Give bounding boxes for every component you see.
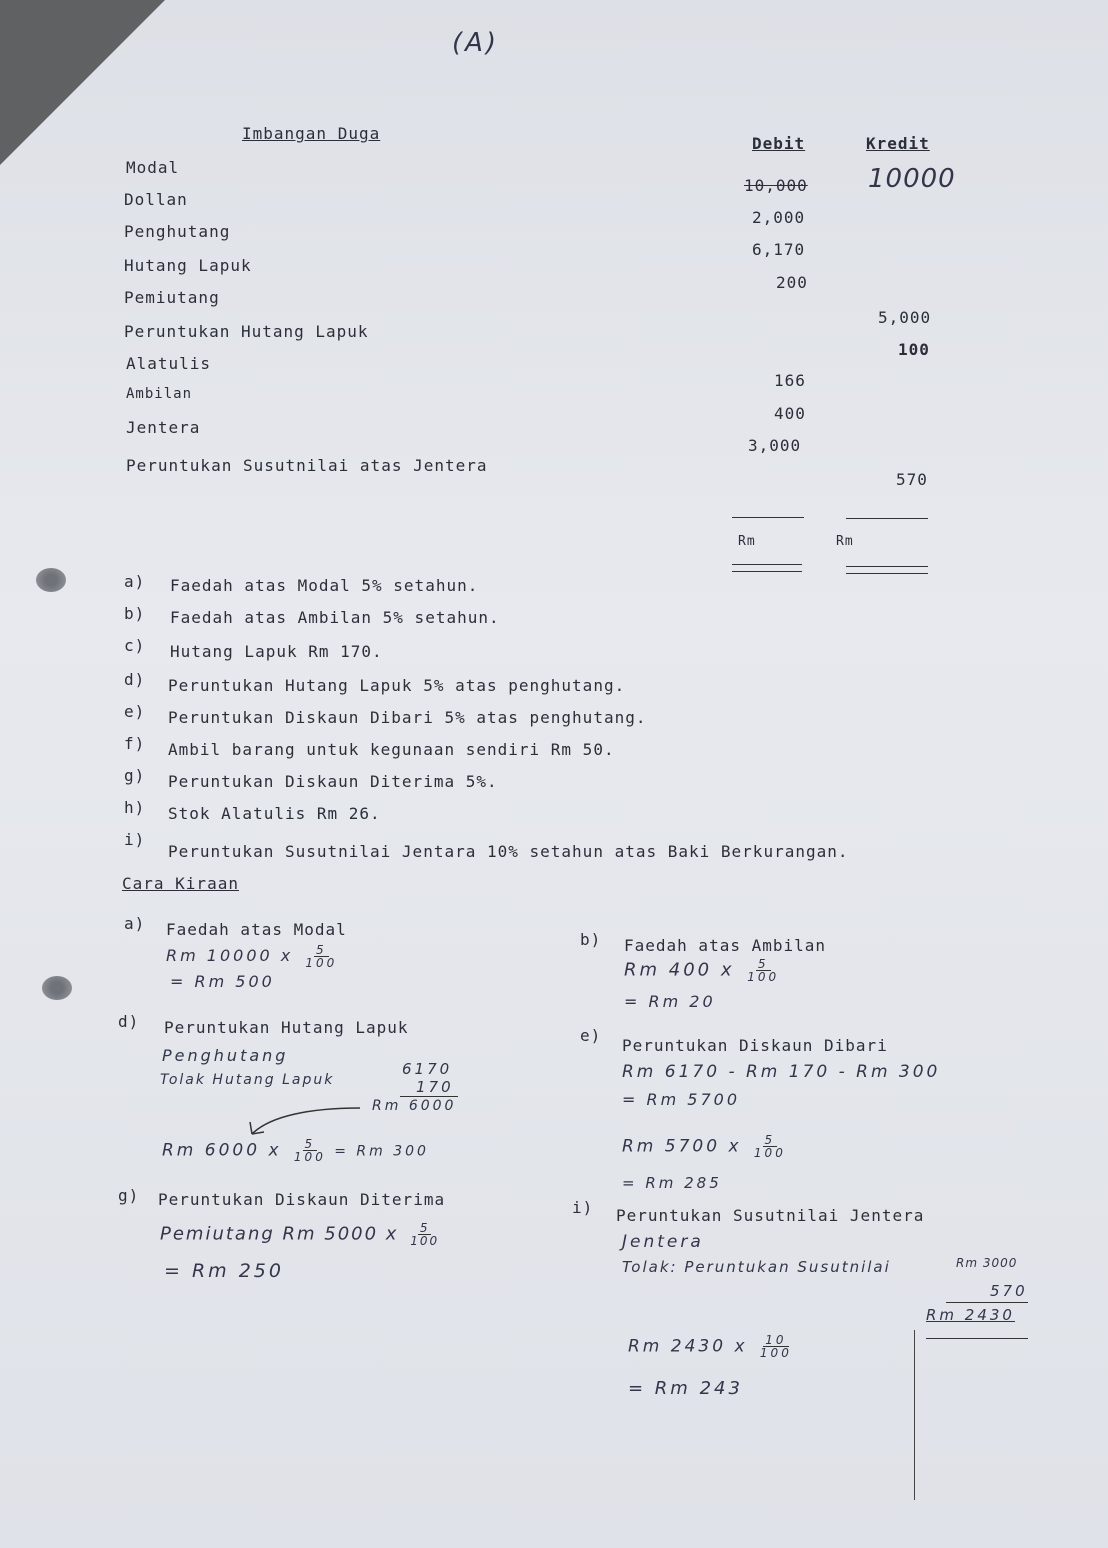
fraction-num: 5 [304,1137,316,1151]
debit-double-rule-1 [732,564,802,565]
folded-page-corner [0,0,165,165]
calc-line [162,1138,429,1163]
row-label: Dollan [124,190,188,209]
fraction-den: 100 [305,956,338,970]
fraction-num: 10 [765,1333,787,1347]
calc-result: = Rm 285 [622,1174,722,1192]
fraction-num: 5 [419,1221,430,1235]
calc-line-text: Rm 2430 x [628,1336,748,1357]
calc-title: Peruntukan Hutang Lapuk [164,1018,409,1037]
calc-result: = Rm 20 [624,992,716,1011]
row-debit: 10,000 [744,176,808,195]
calc-subtotal: Rm 6000 [372,1098,457,1114]
fraction [760,1334,792,1359]
note-letter: i) [124,830,146,849]
row-label: Penghutang [124,222,231,241]
calc-line-value: 6170 [402,1060,453,1078]
margin-line [914,1330,915,1500]
note-text: Hutang Lapuk Rm 170. [170,642,383,661]
calc-letter: a) [124,914,146,933]
calc-line: = Rm 5700 [622,1090,740,1109]
calc-subtotal: Rm 2430 [926,1306,1015,1324]
fraction [305,944,337,969]
debit-total-rule [732,517,804,518]
kredit-total-label: Rm [836,534,854,549]
note-letter: b) [124,604,146,623]
note-text: Peruntukan Diskaun Diterima 5%. [168,772,498,791]
calc-line-text: Pemiutang Rm 5000 x [160,1223,399,1245]
calc-result: = Rm 250 [164,1260,284,1282]
cara-kiraan-title: Cara Kiraan [122,874,239,893]
calc-title: Peruntukan Susutnilai Jentera [616,1206,925,1225]
fraction [410,1222,439,1247]
row-debit: 2,000 [752,208,806,227]
fraction-den: 100 [753,1146,786,1160]
note-letter: c) [124,636,146,655]
arrow-icon [240,1102,380,1142]
row-label: Modal [126,158,180,177]
row-kredit: 5,000 [878,308,932,327]
calc-letter: g) [118,1186,140,1205]
note-text: Faedah atas Modal 5% setahun. [170,576,479,595]
fraction [747,958,779,983]
calc-line-label: Tolak: Peruntukan Susutnilai [622,1258,891,1276]
trial-balance-title: Imbangan Duga [242,124,381,143]
note-letter: f) [124,734,146,753]
calc-letter: d) [118,1012,140,1031]
calc-line-label: Jentera [622,1232,704,1252]
note-letter: d) [124,670,146,689]
note-letter: e) [124,702,146,721]
double-rule [926,1338,1028,1339]
calc-letter: i) [572,1198,594,1217]
calc-line-text: Rm 10000 x [166,946,294,965]
row-label: Peruntukan Hutang Lapuk [124,322,369,341]
calc-line-text: Rm 6000 x [162,1140,282,1161]
row-label: Alatulis [126,354,212,373]
note-text: Peruntukan Diskaun Dibari 5% atas penghutang. [168,708,647,727]
calc-line-text: Rm 400 x [624,959,735,981]
calc-line-label: Penghutang [162,1046,289,1065]
page-label: (A) [452,28,500,58]
note-text: Faedah atas Ambilan 5% setahun. [170,608,500,627]
calc-line-label: Tolak Hutang Lapuk [160,1072,335,1088]
kredit-total-rule [846,518,928,519]
row-debit: 200 [776,273,808,292]
note-text: Peruntukan Hutang Lapuk 5% atas penghutang. [168,676,626,695]
calc-result: = Rm 243 [628,1378,743,1399]
debit-header: Debit [752,134,806,153]
row-debit: 3,000 [748,436,802,455]
debit-double-rule-2 [732,571,802,572]
row-label: Hutang Lapuk [124,256,252,275]
calc-line-value: 170 [416,1078,454,1096]
row-kredit: 10000 [868,164,956,194]
calc-letter: e) [580,1026,602,1045]
fraction [754,1134,786,1159]
fraction-den: 100 [747,970,780,984]
row-debit: 400 [774,404,806,423]
calc-line [624,958,779,983]
row-debit: 6,170 [752,240,806,259]
row-label: Pemiutang [124,288,220,307]
fraction-den: 100 [293,1150,326,1164]
note-text: Stok Alatulis Rm 26. [168,804,381,823]
row-label: Peruntukan Susutnilai atas Jentera [126,456,488,475]
subtotal-rule [400,1096,458,1097]
subtotal-rule [946,1302,1028,1303]
note-text: Peruntukan Susutnilai Jentara 10% setahun atas Baki Berkurangan. [168,842,849,861]
punch-hole-bottom [42,976,72,1000]
note-letter: g) [124,766,146,785]
fraction-den: 100 [410,1234,440,1248]
kredit-double-rule-2 [846,573,928,574]
note-letter: a) [124,572,146,591]
row-debit: 166 [774,371,806,390]
row-kredit: 100 [898,340,930,359]
calc-title: Peruntukan Diskaun Diterima [158,1190,446,1209]
fraction-num: 5 [757,957,769,971]
calc-result: = Rm 300 [334,1143,429,1160]
row-kredit: 570 [896,470,928,489]
calc-line [622,1134,786,1159]
calc-line [628,1334,792,1359]
fraction-den: 100 [759,1346,792,1360]
fraction-num: 5 [764,1133,776,1147]
kredit-double-rule-1 [846,566,928,567]
calc-title: Faedah atas Modal [166,920,347,939]
calc-result: = Rm 500 [170,972,275,991]
kredit-header: Kredit [866,134,930,153]
calc-line-value: 570 [990,1282,1028,1300]
row-label: Jentera [126,418,201,437]
calc-line-value: Rm 3000 [956,1256,1018,1270]
note-letter: h) [124,798,146,817]
calc-line-text: Rm 5700 x [622,1136,742,1157]
calc-line: Rm 6170 - Rm 170 - Rm 300 [622,1062,941,1082]
debit-total-label: Rm [738,534,756,549]
note-text: Ambil barang untuk kegunaan sendiri Rm 50. [168,740,615,759]
calc-line [166,944,337,969]
calc-letter: b) [580,930,602,949]
fraction [294,1138,326,1163]
fraction-num: 5 [315,943,327,957]
punch-hole-top [36,568,66,592]
calc-title: Faedah atas Ambilan [624,936,827,955]
row-label: Ambilan [126,386,193,402]
calc-title: Peruntukan Diskaun Dibari [622,1036,888,1055]
calc-line [160,1222,439,1247]
